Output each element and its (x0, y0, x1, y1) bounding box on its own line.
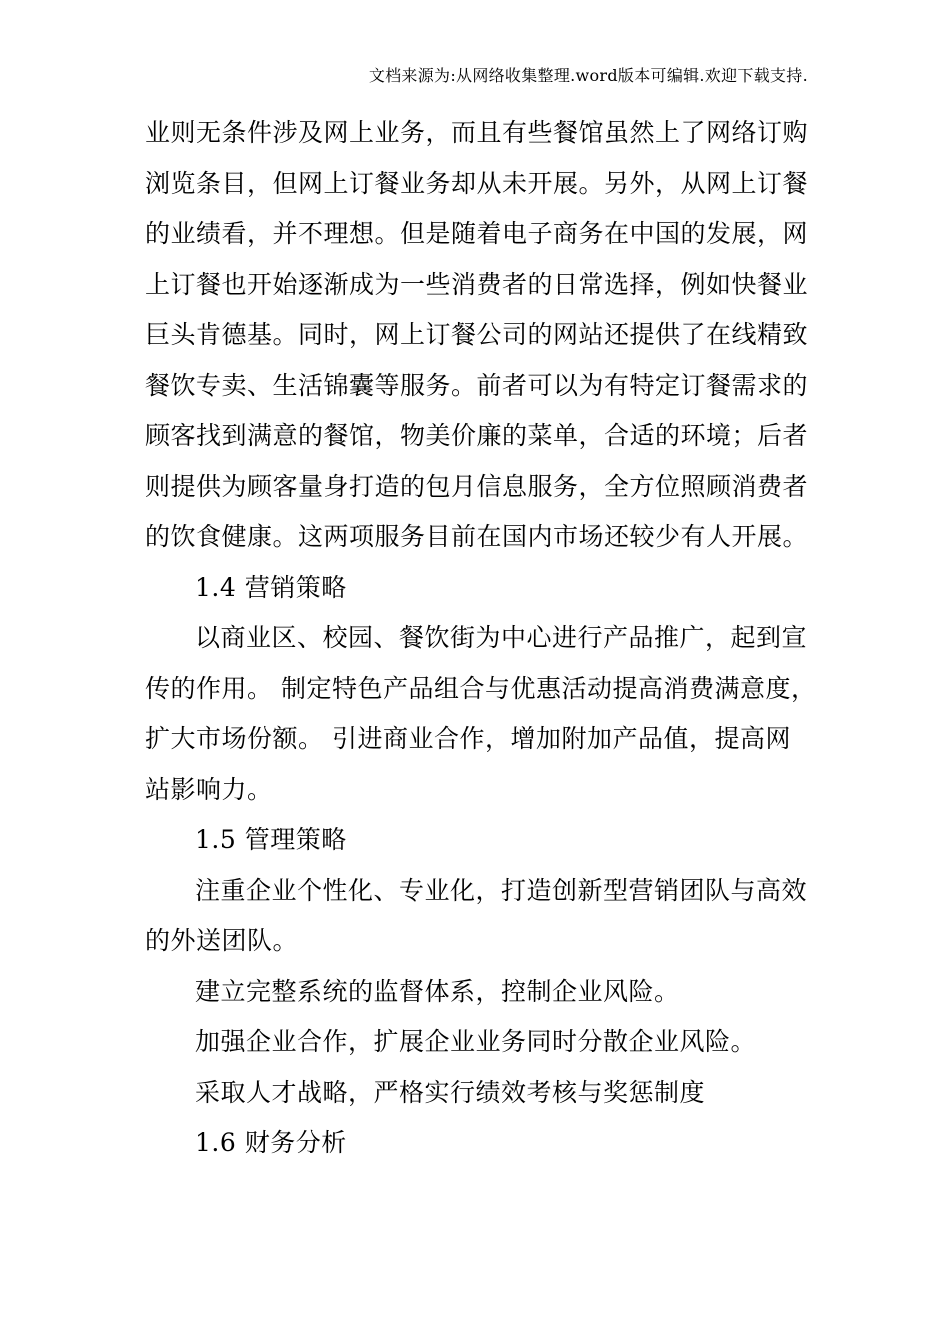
paragraph-line: 注重企业个性化、专业化，打造创新型营销团队与高效 (195, 875, 808, 905)
paragraph-line: 则提供为顾客量身打造的包月信息服务，全方位照顾消费者 (145, 471, 809, 501)
document-source-note: 文档来源为:从网络收集整理.word版本可编辑.欢迎下载支持. (368, 66, 808, 85)
paragraph-line: 建立完整系统的监督体系，控制企业风险。 (195, 976, 680, 1006)
paragraph-line: 以商业区、校园、餐饮街为中心进行产品推广，起到宣 (195, 623, 808, 652)
paragraph-line: 上订餐也开始逐渐成为一些消费者的日常选择，例如快餐业 (145, 269, 809, 299)
paragraph-line: 顾客找到满意的餐馆，物美价廉的菜单，合适的环境；后者 (145, 421, 809, 450)
paragraph-line: 巨头肯德基。同时，网上订餐公司的网站还提供了在线精致 (145, 320, 809, 349)
paragraph-line: 扩大市场份额。 引进商业合作，增加附加产品值，提高网 (145, 724, 791, 753)
section-heading-finance: 1.6 财务分析 (195, 1128, 347, 1157)
paragraph-line: 传的作用。 制定特色产品组合与优惠活动提高消费满意度， (145, 673, 817, 703)
document-body (145, 108, 817, 1169)
paragraph-line: 的外送团队。 (145, 926, 299, 955)
paragraph-line: 的饮食健康。这两项服务目前在国内市场还较少有人开展。 (145, 522, 809, 551)
section-heading-management: 1.5 管理策略 (195, 825, 347, 854)
paragraph-line: 餐饮专卖、生活锦囊等服务。前者可以为有特定订餐需求的 (145, 370, 809, 400)
paragraph-line: 业则无条件涉及网上业务，而且有些餐馆虽然上了网络订购 (145, 118, 809, 147)
paragraph-line: 采取人才战略，严格实行绩效考核与奖惩制度 (195, 1077, 706, 1107)
paragraph-line: 加强企业合作，扩展企业业务同时分散企业风险。 (195, 1027, 757, 1056)
paragraph-line: 浏览条目，但网上订餐业务却从未开展。另外，从网上订餐 (145, 168, 809, 198)
paragraph-line: 站影响力。 (145, 774, 273, 804)
paragraph-line: 的业绩看，并不理想。但是随着电子商务在中国的发展，网 (145, 219, 809, 248)
section-heading-marketing: 1.4 营销策略 (195, 572, 347, 602)
